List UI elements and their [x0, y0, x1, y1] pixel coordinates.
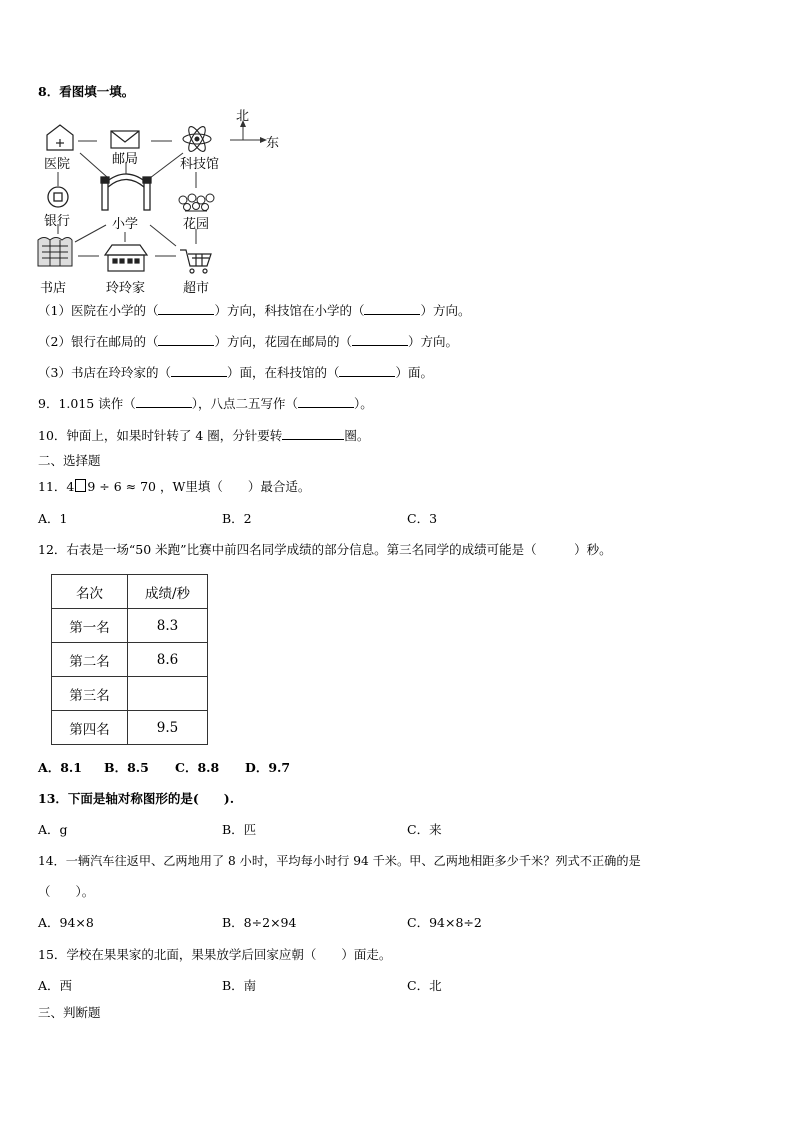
q12-option-c[interactable]: C．8.8 [175, 760, 220, 775]
section-3-heading: 三、判断题 [38, 1005, 101, 1020]
q8-sub2-a: （2）银行在邮局的（ [38, 334, 159, 349]
garden-label: 花园 [183, 217, 210, 232]
q10 [38, 426, 369, 445]
table-cell-rank: 第一名 [52, 609, 128, 643]
blank-box [75, 479, 86, 492]
hospital-icon [47, 125, 73, 150]
q8-sub2-b: ）方向，花园在邮局的（ [214, 334, 352, 349]
q9-c: ）。 [353, 396, 373, 411]
q9-b: ），八点二五写作（ [191, 396, 298, 411]
q11-num: 11． [38, 479, 67, 494]
arch-icon [101, 174, 151, 210]
answer-blank[interactable] [339, 363, 395, 377]
q14-option-c[interactable]: C．94×8÷2 [407, 915, 482, 930]
hospital-label: 医院 [44, 157, 71, 172]
supermarket-label: 超市 [183, 281, 210, 296]
table-cell-score: 8.6 [128, 643, 208, 677]
table-row [52, 711, 208, 745]
q13-text: 13．下面是轴对称图形的是( ). [38, 791, 235, 806]
school-label: 小学 [112, 217, 139, 232]
cart-icon [180, 250, 211, 273]
section-2-heading: 二、选择题 [38, 453, 101, 468]
table-header-cell: 名次 [52, 575, 128, 609]
q8-sub1 [38, 301, 471, 320]
answer-blank[interactable] [158, 332, 214, 346]
table-cell-score: 8.3 [128, 609, 208, 643]
table-header-cell: 成绩/秒 [128, 575, 208, 609]
answer-blank[interactable] [171, 363, 227, 377]
q8-sub1-a: （1）医院在小学的（ [38, 303, 159, 318]
table-cell-rank: 第四名 [52, 711, 128, 745]
post-office-label: 邮局 [112, 152, 139, 167]
answer-blank[interactable] [364, 301, 420, 315]
house-icon [105, 245, 147, 271]
table-cell-rank: 第三名 [52, 677, 128, 711]
q14-line2: （ ）。 [38, 884, 95, 899]
q9 [38, 394, 373, 413]
q8-sub3-a: （3）书店在玲玲家的（ [38, 365, 171, 380]
q10-a: 10．钟面上，如果时针转了 4 圈，分针要转 [38, 428, 283, 443]
q11 [38, 478, 310, 496]
q8-sub3 [38, 363, 433, 382]
q12-option-a[interactable]: A．8.1 [38, 760, 82, 775]
linling-home-label: 玲玲家 [106, 281, 146, 296]
table-cell-rank: 第二名 [52, 643, 128, 677]
q8-sub2 [38, 332, 458, 351]
q8-sub2-c: ）方向。 [407, 334, 458, 349]
q8-sub3-c: ）面。 [395, 365, 433, 380]
bank-label: 银行 [44, 214, 71, 229]
q8-sub1-c: ）方向。 [420, 303, 471, 318]
compass-north-label: 北 [236, 109, 250, 124]
science-museum-label: 科技馆 [180, 157, 220, 172]
score-table [51, 574, 208, 745]
atom-icon [183, 124, 211, 153]
q8-title: 8．看图填一填。 [38, 84, 135, 99]
q12-text: 12．右表是一场“50 米跑”比赛中前四名同学成绩的部分信息。第三名同学的成绩可能是（ ）秒。 [38, 542, 612, 557]
q8-sub1-b: ）方向，科技馆在小学的（ [214, 303, 365, 318]
table-row [52, 609, 208, 643]
table-cell-score [128, 677, 208, 711]
q14-line1: 14．一辆汽车往返甲、乙两地用了 8 小时，平均每小时行 94 千米。甲、乙两地相距多少千米？列式不正确的是 [38, 854, 641, 868]
table-cell-score: 9.5 [128, 711, 208, 745]
q11-expr-a: 4 [66, 479, 75, 494]
answer-blank[interactable] [282, 426, 344, 440]
bookstore-label: 书店 [40, 281, 67, 296]
table-row [52, 677, 208, 711]
q11-option-c[interactable]: C．3 [407, 511, 438, 526]
answer-blank[interactable] [298, 394, 354, 408]
q15-text: 15．学校在果果家的北面，果果放学后回家应朝（ ）面走。 [38, 947, 392, 962]
bank-icon [48, 187, 68, 207]
q8-sub3-b: ）面，在科技馆的（ [226, 365, 340, 380]
table-row [52, 643, 208, 677]
q14-option-a[interactable]: A．94×8 [38, 915, 94, 930]
table-header-row [52, 575, 208, 609]
q11-option-b[interactable]: B．2 [222, 511, 252, 526]
q15-option-c[interactable]: C．北 [407, 978, 442, 993]
q12-option-b[interactable]: B．8.5 [104, 760, 149, 775]
q15-option-a[interactable]: A．西 [38, 978, 73, 993]
q13-option-b[interactable]: B．匹 [222, 822, 257, 837]
answer-blank[interactable] [136, 394, 192, 408]
q10-b: 圈。 [344, 428, 370, 443]
q13-option-c[interactable]: C．来 [407, 822, 442, 837]
q9-a: 9．1.015 读作（ [38, 396, 136, 411]
answer-blank[interactable] [352, 332, 408, 346]
q11-option-a[interactable]: A．1 [38, 511, 68, 526]
q12-option-d[interactable]: D．9.7 [245, 760, 291, 775]
answer-blank[interactable] [158, 301, 214, 315]
q11-expr-b: 9 ÷ 6 ≈ 70 ，W里填（ ）最合适。 [87, 479, 311, 494]
q13-option-a[interactable]: A．g [38, 822, 68, 837]
compass-east-label: 东 [266, 136, 280, 151]
books-icon [38, 238, 72, 267]
q15-option-b[interactable]: B．南 [222, 978, 257, 993]
q14-option-b[interactable]: B．8÷2×94 [222, 915, 297, 930]
mail-icon [111, 131, 139, 148]
flower-icon [179, 194, 214, 211]
